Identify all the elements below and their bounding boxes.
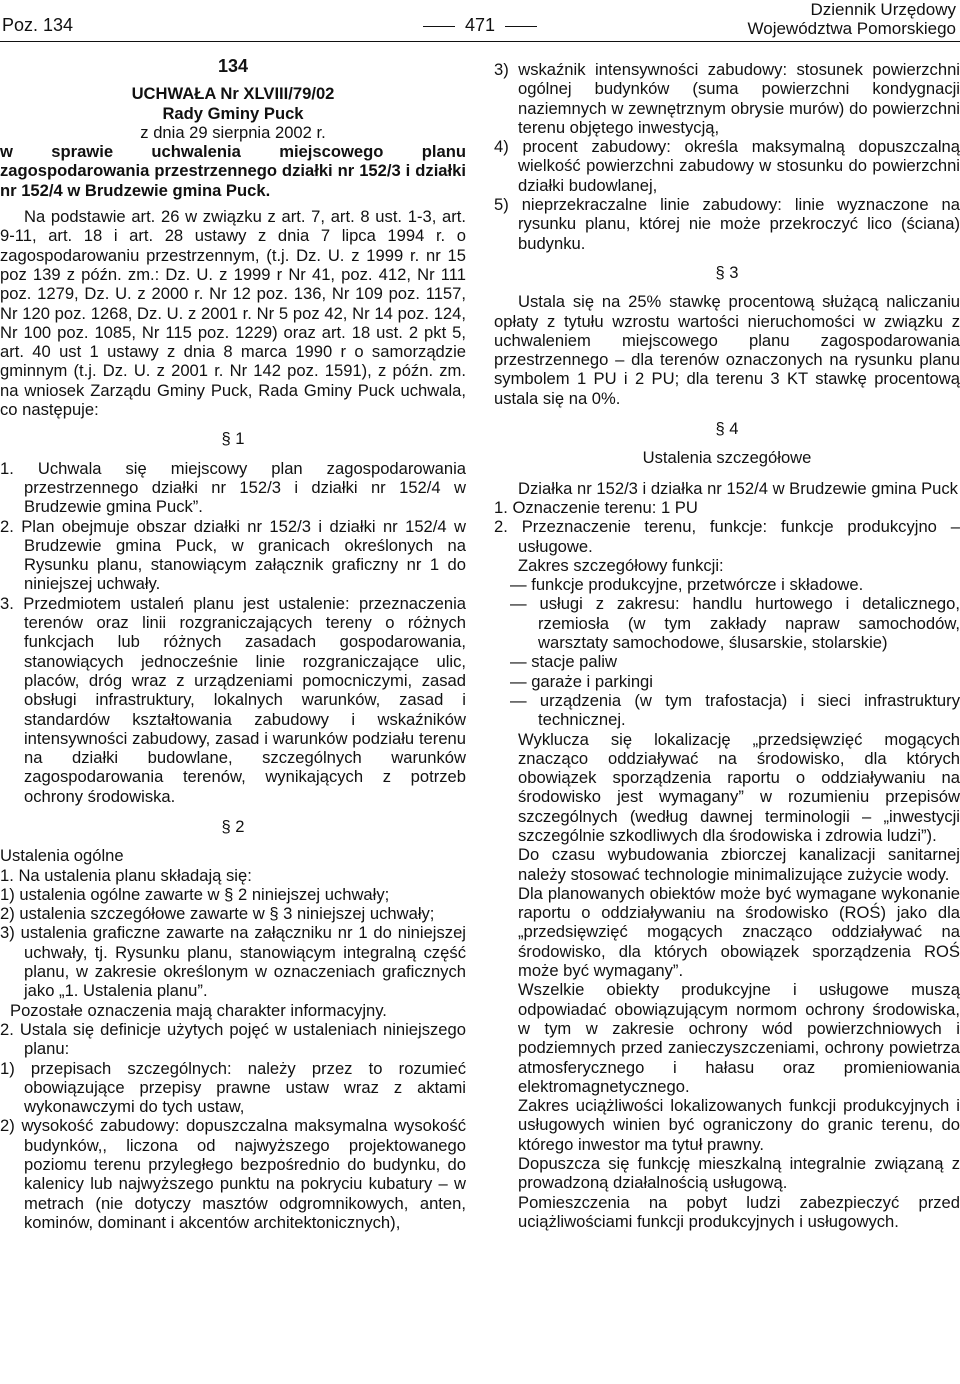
definition-item-4: 4) procent zabudowy: określa maksymalną dopuszczalną wielkość powierzchni zabudowy w stosunku do powierzchni działki budowlanej, xyxy=(494,137,960,195)
section-4-heading: § 4 xyxy=(715,419,739,439)
paragraph-protection: Pomieszczenia na pobyt ludzi zabezpieczyć przed uciążliwościami funkcji produkcyjnych i usługowych. xyxy=(518,1192,960,1231)
section-1-point-1: 1. Uchwala się miejscowy plan zagospodarowania przestrzennego działki nr 152/3 i działki nr 152/4 w Brudzewie gmina Puck”. xyxy=(0,458,466,517)
definition-item-3: 3) wskaźnik intensywności zabudowy: stosunek powierzchni ogólnej budynków (suma powierzchni kondygnacji naziemnych w zewnętrznym obrysie murów) do powierzchni terenu objętego inwestycją, xyxy=(494,60,960,137)
paragraph-nuisance-range: Zakres uciążliwości lokalizowanych funkcji produkcyjnych i usługowych winien być ograniczony do granic terenu, do którego inwestor ma tytuł prawny. xyxy=(518,1096,960,1154)
resolution-number: 134 xyxy=(217,56,249,76)
preamble: Na podstawie art. 26 w związku z art. 7, art. 8 ust. 1-3, art. 9-11, art. 18 i art. 28 ustawy z dnia 7 lipca 1994 r. o zagospodarowaniu przestrzennym, (t.j. Dz. U. z 1999 r. nr 15 poz 139 z późn. zm.: Dz. U. z 1999 r Nr 41, poz. 412, Nr 111 poz. 1279, Dz. U. z 2000 r. Nr 12 poz. 136, Nr 109 poz. 1157, Nr 120 poz. 1268, Dz. U. z 2001 r. Nr 5 poz 42, Nr 14 poz. 124, Nr 100 poz. 1085, Nr 115 poz. 1229) oraz art. 18 ust. 2 pkt 5, art. 40 ust 1 ustawy z dnia 8 marca 1990 r o samorządzie gminnym (t.j. Dz. U. z 2001 r. Nr 142 poz. 1591), z późn. zm. na wniosek Zarządu Gminy Puck, Rada Gminy Puck uchwala, co następuje: xyxy=(0,207,466,420)
definition-item-1: 1) przepisach szczególnych: należy przez to rozumieć obowiązujące przepisy prawne ustaw wraz z aktami wykonawczymi do tych ustaw, xyxy=(0,1058,466,1117)
page-number-text: 471 xyxy=(464,15,496,35)
resolution-date: z dnia 29 sierpnia 2002 r. xyxy=(140,122,326,142)
function-item-4: — garaże i parkingi xyxy=(510,671,653,691)
resolution-issuer: Rady Gminy Puck xyxy=(162,103,304,123)
definition-item-5: 5) nieprzekraczalne linie zabudowy: linie wyznaczone na rysunku planu, której nie może przekroczyć lico (ściana) budynku. xyxy=(494,195,960,253)
journal-title-line1: Dziennik Urzędowy xyxy=(810,0,956,19)
paragraph-exclusion: Wyklucza się lokalizację „przedsięwzięć mogących znacząco oddziaływać na środowisko, dla których obowiązek sporządzenia raportu o oddziaływaniu na środowisko jest wymagany” w rozumieniu przepisów szczególnych (według dawnej terminologii – „inwestycji szczególnie szkodliwych dla środowiska i zdrowia ludzi”). xyxy=(518,729,960,845)
section-1-point-2: 2. Plan obejmuje obszar działki nr 152/3 i działki nr 152/4 w Brudzewie gmina Puck, w granicach określonych na Rysunku planu, stanowiącym załącznik graficzny nr 1 do niniejszej uchwały. xyxy=(0,516,466,594)
dash-right xyxy=(505,26,537,27)
paragraph-residential: Dopuszcza się funkcję mieszkalną integralnie związaną z prowadzoną działalnością usługową. xyxy=(518,1154,960,1193)
position-number: Poz. 134 xyxy=(2,15,74,35)
definition-item-2: 2) wysokość zabudowy: dopuszczalna maksymalna wysokość budynków,, liczona od najwyższego projektowanego poziomu terenu przyległego bezpośrednio do budynku, do kalenicy lub najwyższego punktu na pokryciu kubatury – w metrach (nie dotyczy masztów odgromnikowych, anten, kominów, dominant i akcentów architektonicznych), xyxy=(0,1116,466,1232)
journal-title-line2: Województwa Pomorskiego xyxy=(747,19,956,38)
section-4-title: Ustalenia szczegółowe xyxy=(642,448,812,468)
section-2-point-1: 1. Na ustalenia planu składają się: xyxy=(0,865,252,885)
function-item-1: — funkcje produkcyjne, przetwórcze i składowe. xyxy=(510,575,864,595)
page-header xyxy=(0,0,960,40)
section-4-item-2: 2. Przeznaczenie terenu, funkcje: funkcje produkcyjno – usługowe. xyxy=(494,517,960,556)
paragraph-sewerage: Do czasu wybudowania zbiorczej kanalizacji sanitarnej należy stosować technologie minimalizujące zużycie wody. xyxy=(518,845,960,884)
section-2-title: Ustalenia ogólne xyxy=(0,846,124,866)
section-4-intro: Działka nr 152/3 i działka nr 152/4 w Brudzewie gmina Puck xyxy=(518,478,958,498)
function-item-5: — urządzenia (w tym trafostacja) i sieci infrastruktury technicznej. xyxy=(510,690,960,730)
section-2-heading: § 2 xyxy=(221,816,245,836)
right-column xyxy=(494,60,960,1231)
section-2-other-notes: Pozostałe oznaczenia mają charakter informacyjny. xyxy=(10,1000,387,1020)
section-2-item-1: 1) ustalenia ogólne zawarte w § 2 niniejszej uchwały; xyxy=(0,884,390,904)
function-item-2: — usługi z zakresu: handlu hurtowego i detalicznego, rzemiosła (w tym zakłady napraw samochodów, warsztaty samochodowe, ślusarskie, stolarskie) xyxy=(510,594,960,653)
section-1-point-3: 3. Przedmiotem ustaleń planu jest ustalenie: przeznaczenia terenów oraz linii rozgraniczających tereny o różnych funkcjach lub różnych zasadach gospodarowania, stanowiących jednocześnie linie rozgraniczające ulic, placów, dróg wraz z urządzeniami pomocniczymi, zasad obsługi infrastruktury, lokalnych warunków, zasad i standardów kształtowania zabudowy i wskaźników intensywności zabudowy, zasad i warunków podziału terenu na działki budowlane, szczególnych warunków zagospodarowania terenów, wynikających z potrzeb ochrony środowiska. xyxy=(0,593,466,806)
function-scope-label: Zakres szczegółowy funkcji: xyxy=(518,555,724,575)
resolution-subject: w sprawie uchwalenia miejscowego planu zagospodarowania przestrzennego działki nr 152/3 i działki nr 152/4 w Brudzewie gmina Puck. xyxy=(0,142,466,200)
section-3-text: Ustala się na 25% stawkę procentową służącą naliczaniu opłaty z tytułu wzrostu wartości nieruchomości w związku z uchwaleniem miejscowego planu zagospodarowania przestrzennego – dla terenów oznaczonych na rysunku planu symbolem 1 PU i 2 PU; dla terenu 3 KT stawkę procentową ustala się na 0%. xyxy=(494,292,960,408)
section-2-point-2: 2. Ustala się definicje użytych pojęć w ustaleniach niniejszego planu: xyxy=(0,1019,466,1059)
paragraph-environment-report: Dla planowanych obiektów może być wymagane wykonanie raportu o oddziaływaniu na środowisko (ROŚ) jako dla „przedsięwzięć mogących znacząco oddziaływać na środowisko, dla których obowiązek sporządzenia ROŚ może być wymagany”. xyxy=(518,883,960,981)
resolution-title: UCHWAŁA Nr XLVIII/79/02 xyxy=(131,84,335,104)
left-column xyxy=(0,57,466,1232)
section-3-heading: § 3 xyxy=(715,262,739,282)
section-2-item-3: 3) ustalenia graficzne zawarte na załączniku nr 1 do niniejszej uchwały, tj. Rysunku planu, stanowiącym integralną część planu, w zakresie określonym w oznaczeniach graficznych jako „1. Ustalenia planu”. xyxy=(0,923,466,1001)
section-2-item-2: 2) ustalenia szczegółowe zawarte w § 3 niniejszej uchwały; xyxy=(0,904,435,924)
section-1-heading: § 1 xyxy=(221,429,245,449)
journal-title xyxy=(748,0,957,38)
header-rule xyxy=(0,41,960,42)
dash-left xyxy=(423,26,455,27)
function-item-3: — stacje paliw xyxy=(510,652,617,672)
section-4-item-1: 1. Oznaczenie terenu: 1 PU xyxy=(494,497,698,517)
paragraph-norms: Wszelkie obiekty produkcyjne i usługowe muszą odpowiadać obowiązującym normom ochrony środowiska, w tym w zakresie ochrony wód powierzchniowych i podziemnych przed zanieczyszczeniami, ochrony powietrza atmosferycznego i hałasu oraz promieniowania elektromagnetycznego. xyxy=(518,980,960,1096)
